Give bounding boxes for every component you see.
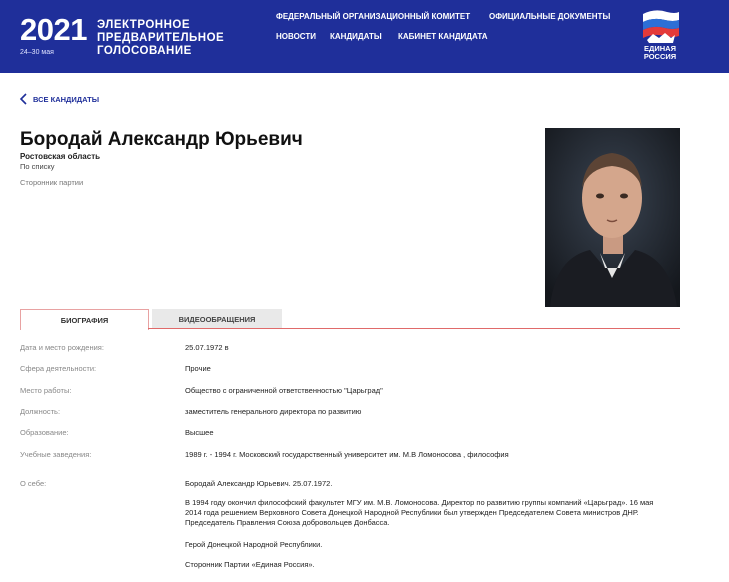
about-paragraph: Герой Донецкой Народной Республики.	[185, 540, 323, 549]
info-label-institutions: Учебные заведения:	[20, 450, 92, 459]
nav-candidate-cabinet[interactable]: КАБИНЕТ КАНДИДАТА	[398, 32, 488, 41]
info-value-birth: 25.07.1972 в	[185, 343, 229, 352]
candidate-list-type: По списку	[20, 162, 55, 171]
site-header	[0, 0, 729, 73]
event-dates: 24–30 мая	[20, 49, 54, 56]
candidate-name: Бородай Александр Юрьевич	[20, 129, 303, 150]
info-value-workplace: Общество с ограниченной ответственностью "Царьград"	[185, 386, 383, 395]
all-candidates-link[interactable]	[18, 92, 99, 106]
event-title	[97, 19, 224, 58]
info-value-position: заместитель генерального директора по развитию	[185, 407, 362, 416]
event-title-line: ПРЕДВАРИТЕЛЬНОЕ	[97, 32, 225, 44]
about-paragraph: Бородай Александр Юрьевич. 25.07.1972.	[185, 479, 333, 488]
tab-biography[interactable]: БИОГРАФИЯ	[20, 309, 149, 330]
all-candidates-label: ВСЕ КАНДИДАТЫ	[33, 94, 100, 104]
party-logo-line: РОССИЯ	[643, 52, 677, 61]
info-label-education: Образование:	[20, 428, 69, 437]
info-value-education: Высшее	[185, 428, 214, 437]
info-value-sphere: Прочие	[185, 364, 211, 373]
candidate-photo	[545, 128, 680, 307]
event-title-line: ЭЛЕКТРОННОЕ	[97, 19, 191, 31]
nav-official-documents[interactable]: ОФИЦИАЛЬНЫЕ ДОКУМЕНТЫ	[489, 12, 611, 21]
about-paragraph: В 1994 году окончил философский факультет МГУ им. М.В. Ломоносова. Директор по развитию группы компаний «Царьград». 16 мая 2014 года решением Верховного Совета Донецкой Народной Республики был утвержден Председателем Совета министров ДНР. Председатель Правления Союза добровольцев Донбасса.	[185, 498, 654, 527]
event-title-line: ГОЛОСОВАНИЕ	[97, 45, 192, 57]
info-label-position: Должность:	[20, 407, 61, 416]
candidate-region: Ростовская область	[20, 152, 101, 161]
info-value-institutions: 1989 г. - 1994 г. Московский государственный университет им. М.В Ломоносова , философия	[185, 450, 509, 459]
tab-underline	[148, 328, 680, 329]
nav-candidates[interactable]: КАНДИДАТЫ	[330, 32, 382, 41]
nav-federal-committee[interactable]: ФЕДЕРАЛЬНЫЙ ОРГАНИЗАЦИОННЫЙ КОМИТЕТ	[276, 12, 471, 21]
candidate-status: Сторонник партии	[20, 178, 84, 187]
info-label-workplace: Место работы:	[20, 386, 72, 395]
party-logo-line: ЕДИНАЯ	[644, 44, 676, 53]
info-label-sphere: Сфера деятельности:	[20, 364, 97, 373]
about-paragraph: Сторонник Партии «Единая Россия».	[185, 560, 315, 569]
chevron-left-icon	[18, 92, 30, 106]
party-logo-text	[636, 45, 684, 61]
event-year: 2021	[20, 12, 87, 47]
nav-news[interactable]: НОВОСТИ	[276, 32, 317, 41]
info-label-birth: Дата и место рождения:	[20, 343, 104, 352]
about-label: О себе:	[20, 479, 47, 488]
tab-video-messages[interactable]: ВИДЕООБРАЩЕНИЯ	[152, 309, 282, 329]
